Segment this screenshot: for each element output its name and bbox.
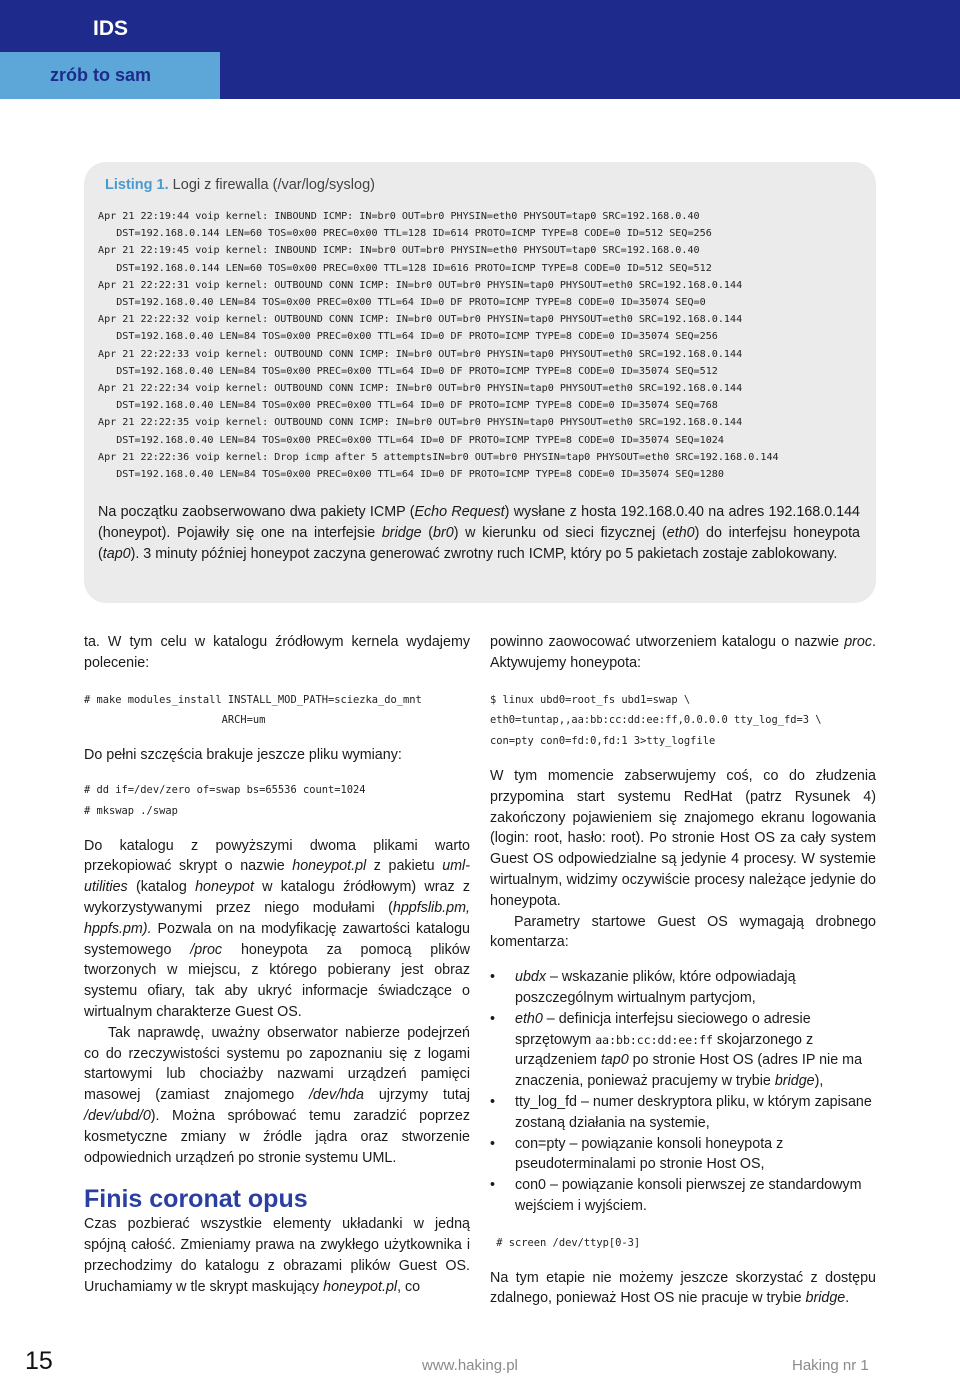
right-column [490, 632, 876, 1309]
subsection-title: zrób to sam [50, 65, 152, 85]
footer-issue: Haking nr 1 [792, 1357, 869, 1374]
header-bar [220, 0, 960, 99]
paragraph: ta. W tym celu w katalogu źródłowym kernela wydajemy polecenie: [84, 634, 470, 671]
list-item: • tty_log_fd – numer deskryptora pliku, w którym zapisane zostaną działania na systemie, [490, 1092, 876, 1134]
section-heading: Finis coronat opus [84, 1185, 308, 1214]
parameter-list [490, 967, 876, 1217]
code-block-linux: $ linux ubd0=root_fs ubd1=swap \ eth0=tuntap,,aa:bb:cc:dd:ee:ff,0.0.0.0 tty_log_fd=3 \ con=pty con0=fd:0,fd:1 3>tty_logfile [490, 693, 822, 748]
footer-url: www.haking.pl [422, 1357, 518, 1374]
paragraph: Parametry startowe Guest OS wymagają drobnego komentarza: [490, 913, 876, 951]
list-item: • ubdx – wskazanie plików, które odpowiadają poszczególnym wirtualnym partycjom, [490, 967, 876, 1009]
paragraph: Do pełni szczęścia brakuje jeszcze pliku wymiany: [84, 747, 402, 764]
section-title: IDS [93, 17, 129, 40]
list-item: • con0 – powiązanie konsoli pierwszej ze standardowym wejściem i wyjściem. [490, 1175, 876, 1217]
paragraph: Tak naprawdę, uważny obserwator nabierze podejrzeń co do rzeczywistości systemu po zapoznaniu się z logami startowymi lub chociażby nazwami urządzeń pamięci masowej (zamiast znajomego /dev/hda ujrzymy tutaj /dev/ubd/0). Można spróbować temu zaradzić poprzez kosmetyczne zmiany w źródle jądra oraz stworzenie odpowiednich urządzeń po stronie systemu UML. [84, 1024, 470, 1166]
listing-title [105, 177, 375, 193]
page-number: 15 [25, 1347, 53, 1375]
paragraph: Czas pozbierać wszystkie elementy układanki w jedną spójną całość. Zmieniamy prawa na zwykłego użytkownika i przechodzimy do katalogu z obrazami plików Guest OS. Uruchamiamy w tle skrypt maskujący honeypot.pl, co [84, 1216, 470, 1295]
log-listing: Apr 21 22:19:44 voip kernel: INBOUND ICMP: IN=br0 OUT=br0 PHYSIN=eth0 PHYSOUT=tap0 SRC=192.168.0.40 DST=192.168.0.144 LEN=60 TOS=0x00 PREC=0x00 TTL=128 ID=614 PROTO=ICMP TYPE=8 CODE=0 ID=512 SEQ=256 Apr 21 22:19:45 voip kernel: INBOUND ICMP: IN=br0 OUT=br0 PHYSIN=eth0 PHYSOUT=tap0 SRC=192.168.0.40 DST=192.168.0.144 LEN=60 TOS=0x00 PREC=0x00 TTL=128 ID=616 PROTO=ICMP TYPE=8 CODE=0 ID=512 SEQ=512 Apr 21 22:22:31 voip kernel: OUTBOUND CONN ICMP: IN=br0 OUT=br0 PHYSIN=tap0 PHYSOUT=eth0 SRC=192.168.0.144 DST=192.168.0.40 LEN=84 TOS=0x00 PREC=0x00 TTL=64 ID=0 DF PROTO=ICMP TYPE=8 CODE=0 ID=35074 SEQ=0 Apr 21 22:22:32 voip kernel: OUTBOUND CONN ICMP: IN=br0 OUT=br0 PHYSIN=tap0 PHYSOUT=eth0 SRC=192.168.0.144 DST=192.168.0.40 LEN=84 TOS=0x00 PREC=0x00 TTL=64 ID=0 DF PROTO=ICMP TYPE=8 CODE=0 ID=35074 SEQ=256 Apr 21 22:22:33 voip kernel: OUTBOUND CONN ICMP: IN=br0 OUT=br0 PHYSIN=tap0 PHYSOUT=eth0 SRC=192.168.0.144 DST=192.168.0.40 LEN=84 TOS=0x00 PREC=0x00 TTL=64 ID=0 DF PROTO=ICMP TYPE=8 CODE=0 ID=35074 SEQ=512 Apr 21 22:22:34 voip kernel: OUTBOUND CONN ICMP: IN=br0 OUT=br0 PHYSIN=tap0 PHYSOUT=eth0 SRC=192.168.0.144 DST=192.168.0.40 LEN=84 TOS=0x00 PREC=0x00 TTL=64 ID=0 DF PROTO=ICMP TYPE=8 CODE=0 ID=35074 SEQ=768 Apr 21 22:22:35 voip kernel: OUTBOUND CONN ICMP: IN=br0 OUT=br0 PHYSIN=tap0 PHYSOUT=eth0 SRC=192.168.0.144 DST=192.168.0.40 LEN=84 TOS=0x00 PREC=0x00 TTL=64 ID=0 DF PROTO=ICMP TYPE=8 CODE=0 ID=35074 SEQ=1024 Apr 21 22:22:36 voip kernel: Drop icmp after 5 attemptsIN=br0 OUT=br0 PHYSIN=tap0 PHYSOUT=eth0 SRC=192.168.0.144 DST=192.168.0.40 LEN=84 TOS=0x00 PREC=0x00 TTL=64 ID=0 DF PROTO=ICMP TYPE=8 CODE=0 ID=35074 SEQ=1280 [98, 211, 779, 481]
subsection-tab [0, 52, 220, 99]
listing-label: Listing 1. [105, 177, 169, 193]
code-block-swap: # dd if=/dev/zero of=swap bs=65536 count=1024 # mkswap ./swap [84, 783, 366, 817]
listing-box [84, 162, 876, 603]
code-block-screen: # screen /dev/ttyp[0-3] [490, 1236, 641, 1249]
left-column [84, 632, 470, 1298]
paragraph: powinno zaowocować utworzeniem katalogu o nazwie proc. Aktywujemy honeypota: [490, 634, 876, 671]
paragraph: Na tym etapie nie możemy jeszcze skorzystać z dostępu zdalnego, ponieważ Host OS nie pracuje w trybie bridge. [490, 1269, 876, 1307]
listing-caption: Na początku zaobserwowano dwa pakiety ICMP (Echo Request) wysłane z hosta 192.168.0.40 na adres 192.168.0.144 (honeypot). Pojawiły się one na interfejsie bridge (br0) w kierunku od sieci fizycznej (eth0) do interfejsu honeypota (tap0). 3 minuty później honeypot zaczyna generować zwrotny ruch ICMP, który po 5 pakietach zostaje zablokowany. [98, 504, 860, 562]
paragraph: W tym momencie zabserwujemy coś, co do złudzenia przypomina start systemu RedHat (patrz Rysunek 4) zakończony pojawieniem się znajomego ekranu logowania (login: root, hasło: root). Po stronie Host OS za cały system Guest OS odpowiedzialne są jedynie 4 procesy. W systemie wirtualnym, widzimy oczywiście procesy należące jedynie do honeypota. [490, 767, 876, 909]
list-item: • eth0 – definicja interfejsu sieciowego o adresie sprzętowym aa:bb:cc:dd:ee:ff skojarzonego z urządzeniem tap0 po stronie Host OS (adres IP nie ma znaczenia, ponieważ pracujemy w trybie bridge), [490, 1009, 876, 1092]
listing-title-text: Logi z firewalla (/var/log/syslog) [168, 177, 375, 193]
paragraph: Do katalogu z powyższymi dwoma plikami warto przekopiować skrypt o nazwie honeypot.pl z pakietu uml-utilities (katalog honeypot w katalogu źródłowym) wraz z wykorzystywanymi przez niego modułami (hppfslib.pm, hppfs.pm). Pozwala on na modyfikację zawartości katalogu systemowego /proc honeypota za pomocą plików tworzonych w miejscu, z którego pobierany jest obraz systemu ofiary, tak aby ukryć informacje świadczące o wirtualnym charakterze Guest OS. [84, 837, 471, 1020]
section-tab [0, 0, 220, 52]
code-block-make: # make modules_install INSTALL_MOD_PATH=sciezka_do_mnt ARCH=um [84, 693, 422, 727]
list-item: • con=pty – powiązanie konsoli honeypota z pseudoterminalami po stronie Host OS, [490, 1134, 876, 1176]
